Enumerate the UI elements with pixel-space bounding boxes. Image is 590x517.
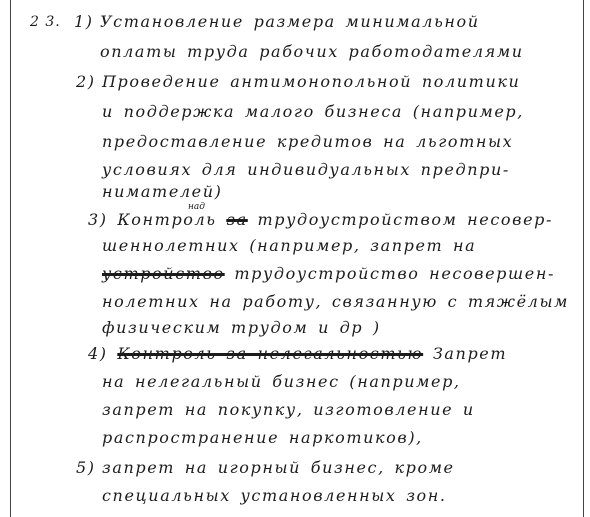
left-margin-line [10,0,11,517]
item-5-marker: 5) [76,458,96,477]
item-4-marker: 4) [88,344,108,363]
item-3-line-1 [88,210,553,230]
item-4-line-2: на нелегальный бизнес (например, [102,372,461,391]
item-1-line-2: оплаты труда рабочих работодателями [100,42,524,61]
item-3-line-3-rest: трудоустройство несовершен- [234,264,555,283]
item-2-line-3: предоставление кредитов на льготных [102,132,514,151]
item-3-line-2: шеннолетних (например, запрет на [102,236,477,255]
item-4-line-1-rest: Запрет [432,344,508,363]
item-2-line-2: и поддержка малого бизнеса (например, [102,102,524,121]
item-1-line-1: Установление размера минимальной [100,12,480,31]
item-3-struck-word-1: Контроль [117,210,217,229]
item-2-marker: 2) [76,72,96,91]
item-2-line-4: условиях для индивидуальных предпри- [102,160,510,179]
item-5-line-1: запрет на игорный бизнес, кроме [102,458,455,477]
item-3-line-3 [102,264,555,284]
item-3-struck-word-3: устройство [102,264,225,283]
item-3-line-1-rest: трудоустройством несовер- [257,210,553,229]
item-1-marker: 1) [74,12,94,31]
item-3-line-4: нолетних на работу, связанную с тяжёлым [102,292,569,311]
task-number: 2 3. [30,14,61,30]
item-5-line-2: специальных установленных зон. [102,486,447,505]
item-2-line-5: нимателей) [102,182,223,201]
item-3-line-5: физическим трудом и др ) [102,318,381,337]
item-4-line-4: распространение наркотиков), [102,428,423,447]
item-3-struck-word-2: за [226,210,248,229]
item-4-line-3: запрет на покупку, изготовление и [102,400,475,419]
item-2-line-1: Проведение антимонопольной политики [102,72,521,91]
item-3-insertion: над [188,202,205,212]
item-4-struck-phrase: Контроль за нелегальностью [117,344,424,363]
item-3-marker: 3) [88,210,108,229]
item-4-line-1 [88,344,507,364]
right-margin-line [583,0,584,517]
